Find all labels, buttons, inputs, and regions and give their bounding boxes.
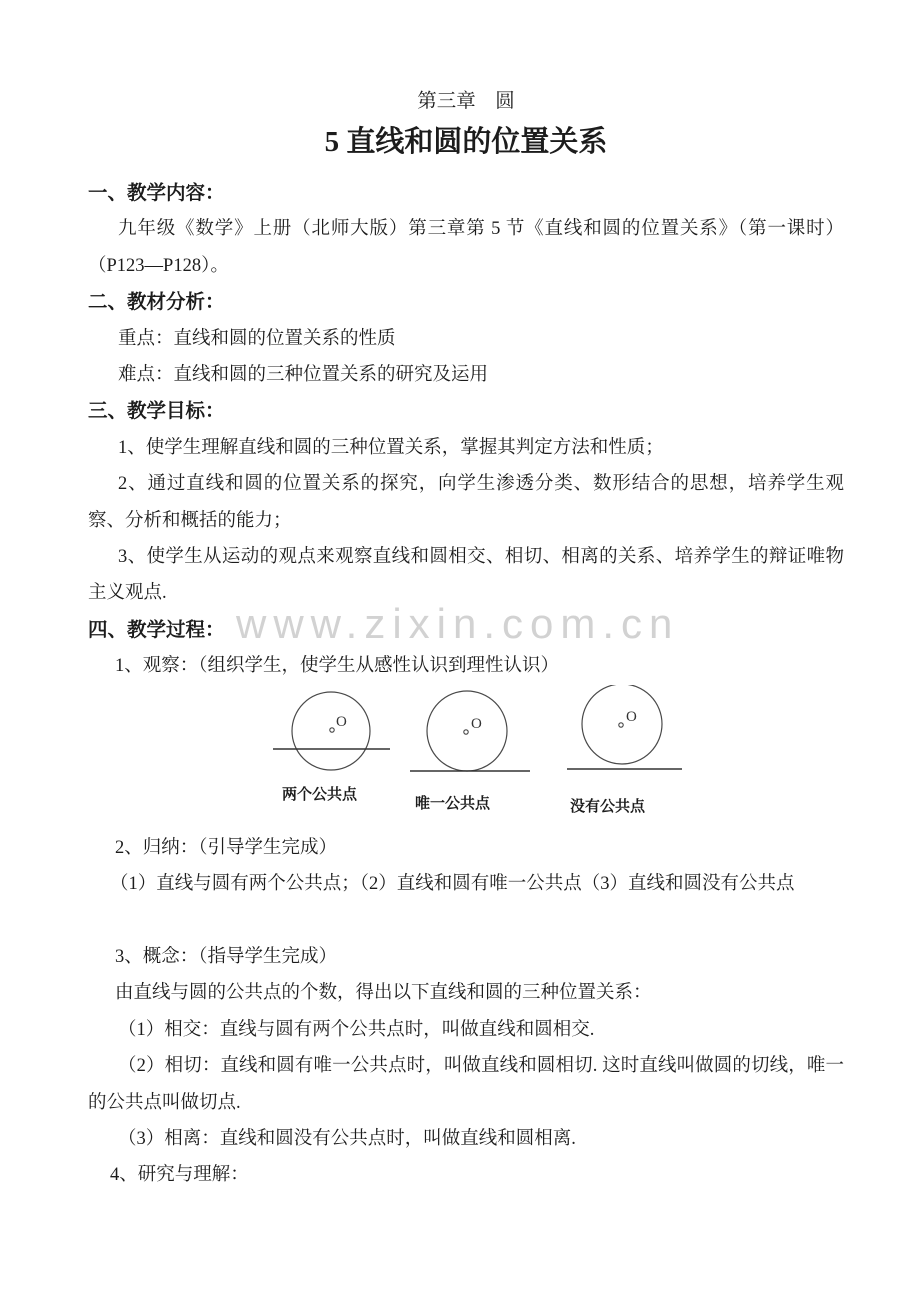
center-point-icon (619, 722, 623, 726)
diagram-label-one-common-point: 唯一公共点 (415, 794, 491, 812)
diagram-label-two-common-points: 两个公共点 (282, 785, 358, 803)
separate-figure (567, 685, 682, 769)
section-2-heading: 二、教材分析： (88, 291, 225, 314)
section-3-heading: 三、教学目标： (88, 400, 225, 423)
blank-line (88, 903, 844, 939)
intersecting-figure (273, 692, 390, 770)
step-4-research: 4、研究与理解： (110, 1165, 249, 1186)
teaching-goal-1: 1、使学生理解直线和圆的三种位置关系，掌握其判定方法和性质； (118, 437, 664, 458)
site-watermark: www.zixin.com.cn (236, 600, 680, 647)
step-2-summarize: 2、归纳：（引导学生完成） (115, 837, 338, 858)
step-1-observe: 1、观察：（组织学生，使学生从感性认识到理性认识） (115, 656, 560, 677)
step-3-concept: 3、概念：（指导学生完成） (115, 946, 338, 967)
step-3-intro: 由直线与圆的公共点的个数，得出以下直线和圆的三种位置关系： (115, 983, 652, 1004)
section-4-heading: 四、教学过程： (88, 618, 225, 641)
diagram-label-no-common-point: 没有公共点 (570, 797, 646, 815)
relation-separate-paragraph: （3）相离：直线和圆没有公共点时，叫做直线和圆相离. (118, 1128, 576, 1149)
center-label-o: O (336, 713, 347, 730)
difficult-point-paragraph: 难点：直线和圆的三种位置关系的研究及运用 (118, 365, 489, 386)
center-point-icon (330, 727, 334, 731)
center-point-icon (464, 729, 468, 733)
key-point-paragraph: 重点：直线和圆的位置关系的性质 (118, 328, 396, 349)
chapter-heading: 第三章 圆 (417, 91, 515, 112)
line-circle-position-diagram (88, 685, 844, 830)
section-1-paragraph: 九年级《数学》上册（北师大版）第三章第 5 节《直线和圆的位置关系》（第一课时）（P123—P128）。 (88, 219, 844, 276)
teaching-goal-3: 3、使学生从运动的观点来观察直线和圆相交、相切、相离的关系、培养学生的辩证唯物主义观点. (88, 547, 844, 604)
tangent-figure (410, 691, 530, 771)
relation-tangent-paragraph: （2）相切：直线和圆有唯一公共点时，叫做直线和圆相切. 这时直线叫做圆的切线，唯一的公共点叫做切点. (88, 1056, 844, 1113)
section-1-heading: 一、教学内容： (88, 182, 225, 204)
document-title: 5 直线和圆的位置关系 (324, 126, 608, 158)
center-label-o: O (626, 708, 637, 725)
relation-intersect-paragraph: （1）相交：直线与圆有两个公共点时，叫做直线和圆相交. (118, 1019, 595, 1040)
teaching-goal-2: 2、通过直线和圆的位置关系的探究，向学生渗透分类、数形结合的思想，培养学生观察、分析和概括的能力； (88, 474, 844, 531)
step-2-item: （1）直线与圆有两个公共点；（2）直线和圆有唯一公共点（3）直线和圆没有公共点 (110, 874, 795, 895)
center-label-o: O (471, 715, 482, 732)
